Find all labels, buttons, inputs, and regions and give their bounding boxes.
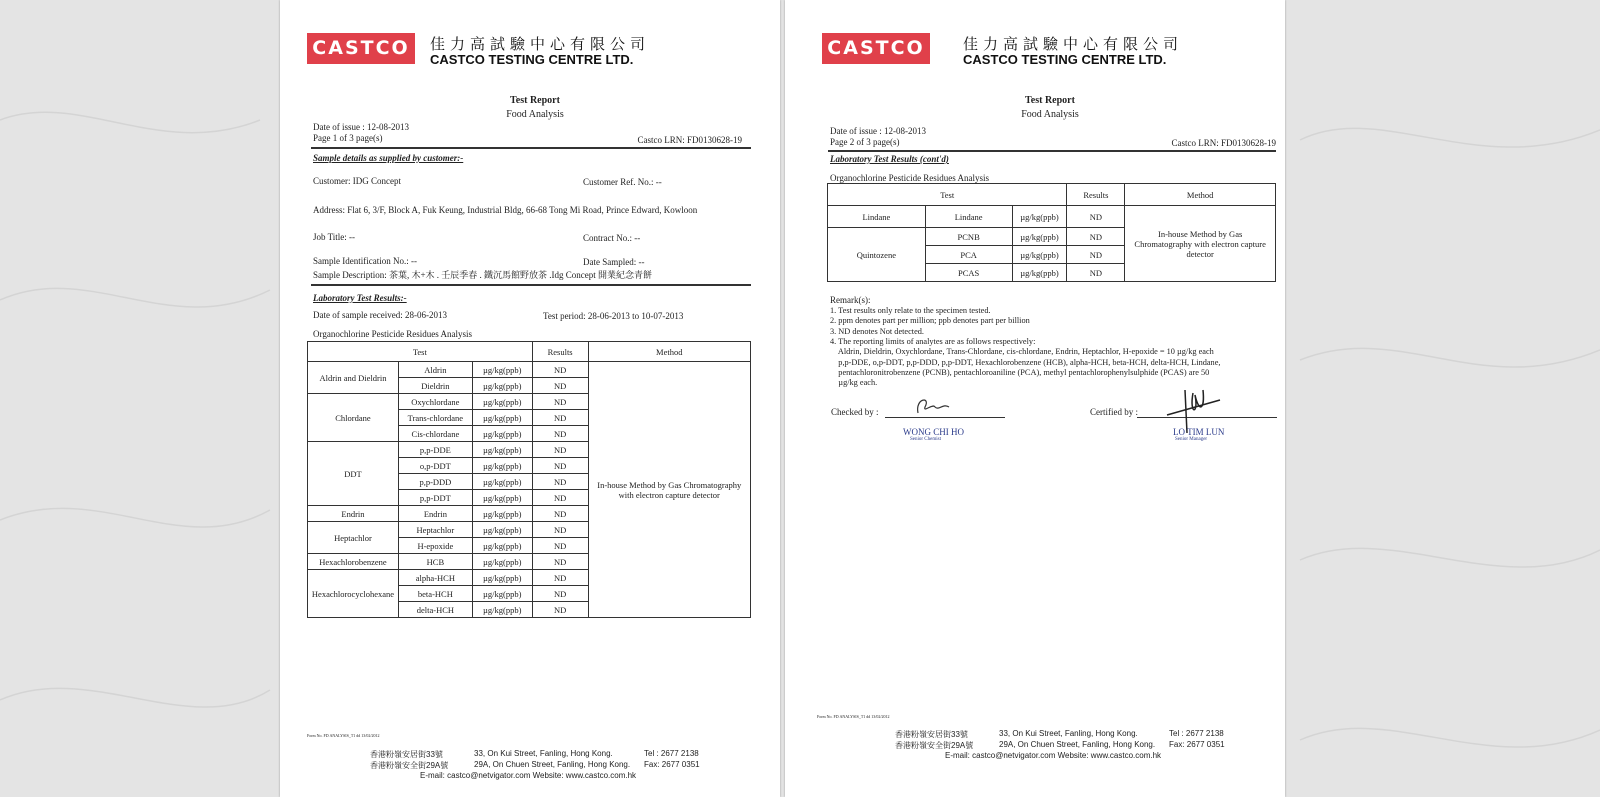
result: ND bbox=[532, 426, 588, 442]
unit: µg/kg(ppb) bbox=[472, 362, 532, 378]
remark-item: 3. ND denotes Not detected. bbox=[830, 326, 925, 336]
analyte: Trans-chlordane bbox=[398, 410, 472, 426]
unit: µg/kg(ppb) bbox=[472, 586, 532, 602]
remark-item: 2. ppm denotes part per million; ppb denotes part per billion bbox=[830, 316, 1030, 326]
company-name-en: CASTCO TESTING CENTRE LTD. bbox=[963, 52, 1167, 67]
result: ND bbox=[532, 362, 588, 378]
column-header: Results bbox=[1067, 184, 1125, 206]
job-title: Job Title: -- bbox=[313, 232, 356, 242]
analyte: Dieldrin bbox=[398, 378, 472, 394]
form-number: Form No. FD ANALYSIS_T1 dd 13/02/2012 bbox=[307, 733, 380, 738]
address-en-2: 29A, On Chuen Street, Fanling, Hong Kong. bbox=[474, 760, 631, 769]
result: ND bbox=[532, 394, 588, 410]
test-group: Endrin bbox=[308, 506, 399, 522]
customer-ref: Customer Ref. No.: -- bbox=[583, 177, 662, 187]
unit: µg/kg(ppb) bbox=[472, 602, 532, 618]
result: ND bbox=[532, 602, 588, 618]
analyte: Aldrin bbox=[398, 362, 472, 378]
certified-by-label: Certified by : bbox=[1090, 407, 1138, 417]
sample-id: Sample Identification No.: -- bbox=[313, 256, 417, 266]
result: ND bbox=[532, 474, 588, 490]
remark-item: µg/kg each. bbox=[830, 378, 878, 388]
certifier-title: Senior Manager bbox=[1175, 437, 1208, 442]
address-zh-2: 香港粉嶺安全街29A號 bbox=[370, 761, 449, 770]
unit: µg/kg(ppb) bbox=[1012, 246, 1067, 264]
analyte: PCNB bbox=[925, 228, 1012, 246]
sample-description: Sample Description: 茶葉, 木+木 . 壬辰季春 . 鐵沉馬館野放茶 .Idg Concept 開業紀念青餅 bbox=[313, 270, 653, 280]
report-page-2 bbox=[785, 0, 1285, 797]
test-group: Chlordane bbox=[308, 394, 399, 442]
result: ND bbox=[1067, 264, 1125, 282]
address-en-2: 29A, On Chuen Street, Fanling, Hong Kong. bbox=[999, 740, 1156, 749]
analyte: p,p-DDD bbox=[398, 474, 472, 490]
lab-results-heading: Laboratory Test Results:- bbox=[313, 293, 407, 303]
report-subtitle: Food Analysis bbox=[506, 109, 564, 120]
company-name-zh: 佳力高試驗中心有限公司 bbox=[963, 35, 1184, 53]
analyte: Cis-chlordane bbox=[398, 426, 472, 442]
result: ND bbox=[1067, 206, 1125, 228]
unit: µg/kg(ppb) bbox=[472, 410, 532, 426]
table-row bbox=[308, 362, 751, 378]
certifier-name: LO TIM LUN bbox=[1173, 427, 1225, 437]
unit: µg/kg(ppb) bbox=[1012, 206, 1067, 228]
unit: µg/kg(ppb) bbox=[472, 490, 532, 506]
date-of-issue: Date of issue : 12-08-2013 bbox=[830, 126, 926, 136]
remark-item: p,p-DDE, o,p-DDT, p,p-DDD, p,p-DDT, Hexachlorobenzene (HCB), alpha-HCH, beta-HCH, delta-HCH, Lindane, bbox=[830, 357, 1221, 367]
date-received: Date of sample received: 28-06-2013 bbox=[313, 310, 447, 320]
unit: µg/kg(ppb) bbox=[472, 458, 532, 474]
result: ND bbox=[532, 538, 588, 554]
divider bbox=[311, 284, 751, 286]
analyte: H-epoxide bbox=[398, 538, 472, 554]
results-table bbox=[307, 341, 751, 618]
remarks-title: Remark(s): bbox=[830, 295, 871, 305]
remark-item: 1. Test results only relate to the specimen tested. bbox=[830, 306, 991, 315]
unit: µg/kg(ppb) bbox=[472, 378, 532, 394]
column-header: Results bbox=[532, 342, 588, 362]
analyte: p,p-DDE bbox=[398, 442, 472, 458]
page-number: Page 2 of 3 page(s) bbox=[830, 137, 900, 147]
telephone: Tel : 2677 2138 bbox=[1169, 729, 1224, 738]
result: ND bbox=[532, 410, 588, 426]
test-group: Hexachlorobenzene bbox=[308, 554, 399, 570]
result: ND bbox=[532, 586, 588, 602]
report-title: Test Report bbox=[510, 95, 560, 106]
contact: E-mail: castco@netvigator.com Website: www.castco.com.hk bbox=[945, 751, 1162, 760]
checker-title: Senior Chemist bbox=[910, 437, 941, 442]
date-sampled: Date Sampled: -- bbox=[583, 257, 645, 267]
unit: µg/kg(ppb) bbox=[472, 474, 532, 490]
test-group: Lindane bbox=[828, 206, 926, 228]
analysis-title: Organochlorine Pesticide Residues Analysis bbox=[313, 329, 473, 339]
unit: µg/kg(ppb) bbox=[1012, 264, 1067, 282]
test-group: Quintozene bbox=[828, 228, 926, 282]
remark-item: 4. The reporting limits of analytes are as follows respectively: bbox=[830, 336, 1036, 346]
analyte: Endrin bbox=[398, 506, 472, 522]
divider bbox=[828, 150, 1276, 152]
result: ND bbox=[532, 554, 588, 570]
lab-results-heading: Laboratory Test Results (cont'd) bbox=[830, 154, 949, 164]
analysis-title: Organochlorine Pesticide Residues Analysis bbox=[830, 173, 990, 183]
report-subtitle: Food Analysis bbox=[1021, 109, 1079, 120]
result: ND bbox=[532, 458, 588, 474]
unit: µg/kg(ppb) bbox=[472, 506, 532, 522]
report-title: Test Report bbox=[1025, 95, 1075, 106]
column-header: Test bbox=[828, 184, 1067, 206]
test-group: Heptachlor bbox=[308, 522, 399, 554]
analyte: o,p-DDT bbox=[398, 458, 472, 474]
fax: Fax: 2677 0351 bbox=[1169, 740, 1225, 749]
test-group: Aldrin and Dieldrin bbox=[308, 362, 399, 394]
analyte: p,p-DDT bbox=[398, 490, 472, 506]
table-row bbox=[828, 206, 1276, 228]
result: ND bbox=[532, 570, 588, 586]
contact: E-mail: castco@netvigator.com Website: www.castco.com.hk bbox=[420, 771, 637, 780]
address-en-1: 33, On Kui Street, Fanling, Hong Kong. bbox=[999, 729, 1138, 738]
unit: µg/kg(ppb) bbox=[472, 426, 532, 442]
checker-name: WONG CHI HO bbox=[903, 427, 964, 437]
address: Address: Flat 6, 3/F, Block A, Fuk Keung, Industrial Bldg, 66-68 Tong Mi Road, Prince Edward, Kowloon bbox=[313, 205, 698, 215]
remark-item: Aldrin, Dieldrin, Oxychlordane, Trans-Chlordane, cis-chlordane, Endrin, Heptachlor, H-epoxide = 10 µg/kg each bbox=[830, 347, 1214, 357]
sample-details-heading: Sample details as supplied by customer:- bbox=[313, 153, 464, 163]
address-en-1: 33, On Kui Street, Fanling, Hong Kong. bbox=[474, 749, 613, 758]
analyte: PCA bbox=[925, 246, 1012, 264]
contract-no: Contract No.: -- bbox=[583, 233, 641, 243]
results-table bbox=[827, 183, 1276, 282]
company-name-zh: 佳力高試驗中心有限公司 bbox=[430, 35, 651, 53]
unit: µg/kg(ppb) bbox=[472, 554, 532, 570]
result: ND bbox=[532, 378, 588, 394]
castco-logo: CASTCO bbox=[822, 33, 930, 64]
test-group: Hexachlorocyclohexane bbox=[308, 570, 399, 618]
page-number: Page 1 of 3 page(s) bbox=[313, 133, 383, 143]
analyte: Heptachlor bbox=[398, 522, 472, 538]
castco-logo: CASTCO bbox=[307, 33, 415, 64]
column-header: Test bbox=[308, 342, 533, 362]
checked-by-label: Checked by : bbox=[831, 407, 879, 417]
date-of-issue: Date of issue : 12-08-2013 bbox=[313, 122, 409, 132]
unit: µg/kg(ppb) bbox=[472, 394, 532, 410]
form-number: Form No. FD ANALYSIS_T1 dd 13/02/2012 bbox=[817, 714, 890, 719]
analyte: PCAS bbox=[925, 264, 1012, 282]
test-group: DDT bbox=[308, 442, 399, 506]
divider bbox=[311, 147, 751, 149]
result: ND bbox=[1067, 228, 1125, 246]
test-period: Test period: 28-06-2013 to 10-07-2013 bbox=[543, 311, 684, 321]
telephone: Tel : 2677 2138 bbox=[644, 749, 699, 758]
report-page-1 bbox=[280, 0, 780, 797]
analyte: beta-HCH bbox=[398, 586, 472, 602]
analyte: HCB bbox=[398, 554, 472, 570]
unit: µg/kg(ppb) bbox=[472, 538, 532, 554]
result: ND bbox=[532, 506, 588, 522]
column-header: Method bbox=[588, 342, 750, 362]
result: ND bbox=[532, 490, 588, 506]
address-zh-1: 香港粉嶺安居街33號 bbox=[370, 750, 443, 759]
customer: Customer: IDG Concept bbox=[313, 176, 401, 186]
fax: Fax: 2677 0351 bbox=[644, 760, 700, 769]
address-zh-1: 香港粉嶺安居街33號 bbox=[895, 730, 968, 739]
analyte: alpha-HCH bbox=[398, 570, 472, 586]
result: ND bbox=[1067, 246, 1125, 264]
column-header: Method bbox=[1125, 184, 1276, 206]
method: In-house Method by Gas Chromatography with electron capture detector bbox=[588, 362, 750, 618]
analyte: Lindane bbox=[925, 206, 1012, 228]
address-zh-2: 香港粉嶺安全街29A號 bbox=[895, 741, 974, 750]
unit: µg/kg(ppb) bbox=[472, 522, 532, 538]
castco-lrn: Castco LRN: FD0130628-19 bbox=[1171, 138, 1276, 148]
company-name-en: CASTCO TESTING CENTRE LTD. bbox=[430, 52, 634, 67]
unit: µg/kg(ppb) bbox=[472, 442, 532, 458]
unit: µg/kg(ppb) bbox=[1012, 228, 1067, 246]
analyte: delta-HCH bbox=[398, 602, 472, 618]
castco-lrn: Castco LRN: FD0130628-19 bbox=[637, 135, 742, 145]
unit: µg/kg(ppb) bbox=[472, 570, 532, 586]
checker-signature bbox=[913, 393, 958, 418]
remark-item: pentachloronitrobenzene (PCNB), pentachloroaniline (PCA), methyl pentachlorophenylsulphide (PCAS) are 50 bbox=[830, 367, 1210, 377]
method: In-house Method by Gas Chromatography with electron capture detector bbox=[1125, 206, 1276, 282]
result: ND bbox=[532, 442, 588, 458]
result: ND bbox=[532, 522, 588, 538]
analyte: Oxychlordane bbox=[398, 394, 472, 410]
